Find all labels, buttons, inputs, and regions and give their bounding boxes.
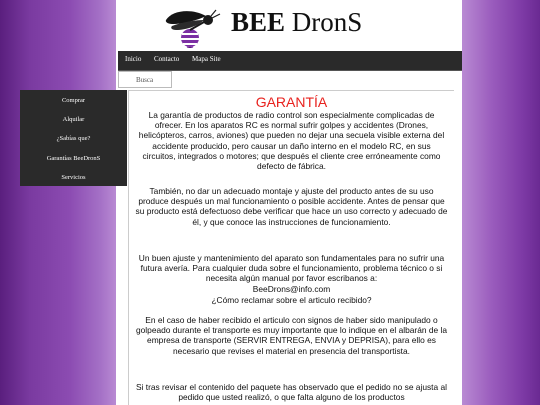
sidebar-item-servicios[interactable]: Servicios — [61, 174, 86, 181]
claim-question: ¿Cómo reclamar sobre el articulo recibido? — [211, 295, 372, 305]
nav-item-inicio[interactable]: Inicio — [125, 55, 142, 63]
search-label: Busca — [136, 76, 154, 84]
nav-item-contacto[interactable]: Contacto — [154, 55, 180, 63]
brand-logo-text[interactable] — [231, 7, 362, 37]
search-button[interactable] — [118, 71, 172, 88]
bee-logo-icon[interactable] — [162, 6, 232, 48]
paragraph-damaged: En el caso de haber recibido el articulo con signos de haber sido manipulado o golpeado durante el transporte es muy importante que lo indique en el albarán de la empresa de transporte (SERVIR ENTREGA, ENVIA y DEPRISA), para ello es necesario que revises el material en presencia del transportista. — [135, 315, 448, 356]
sidebar-item-alquilar[interactable]: Alquilar — [62, 116, 85, 123]
main-content — [128, 90, 454, 405]
top-navbar — [118, 51, 462, 71]
paragraph-intro: La garantía de productos de radio control son especialmente complicadas de ofrecer. En los aparatos RC es normal sufrir golpes y accidentes (Drones, helicópteros, carros, aviones) que pueden no dejar una secuela visible externa del accidente producido, pero causar un daño interno en el modelo RC, en sus circuitos, integrados o motores; que después el cliente cree erróneamente como defecto de fábrica. — [138, 110, 445, 172]
sidebar-item-garantias[interactable]: Garantías BeeDronS — [46, 155, 101, 162]
nav-item-mapa-site[interactable]: Mapa Site — [192, 55, 221, 63]
sidebar-item-sabias-que[interactable]: ¿Sabías que? — [56, 135, 91, 142]
paragraph-mounting: También, no dar un adecuado montaje y ajuste del producto antes de su uso produce después un mal funcionamiento o posible accidente. Antes de pensar que su producto está defectuoso debe verificar que hace un uso correcto y adecuado de él, y que conoce las instrucciones de funcionamiento. — [135, 186, 448, 227]
sidebar-menu — [20, 90, 127, 186]
sidebar-item-comprar[interactable]: Comprar — [61, 97, 86, 104]
page-title: GARANTÍA — [255, 94, 328, 110]
background-right — [462, 0, 540, 405]
paragraph-maintenance: Un buen ajuste y mantenimiento del aparato son fundamentales para no sufrir una futura avería. Para cualquier duda sobre el funcionamiento, problema técnico o si necesita algún manual por favor escribanos a: — [138, 253, 445, 284]
brand-name-rest: DronS — [285, 7, 363, 37]
brand-name-bold: BEE — [231, 7, 286, 37]
contact-email: BeeDrons@info.com — [252, 284, 331, 294]
paragraph-mismatch: Si tras revisar el contenido del paquete has observado que el pedido no se ajusta al pedido que usted realizó, o que falta alguno de los productos — [135, 382, 447, 403]
